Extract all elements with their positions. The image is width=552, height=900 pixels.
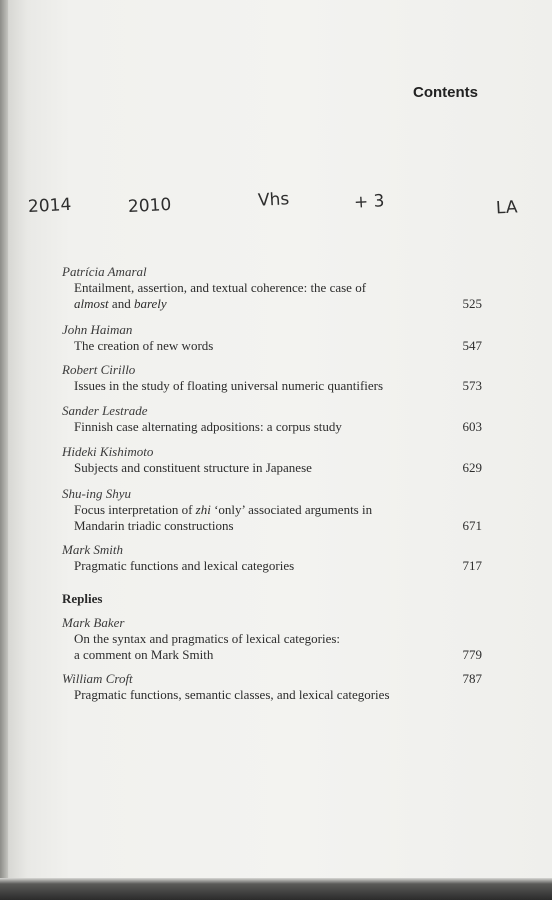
toc-entry[interactable]: [62, 403, 492, 435]
entry-author: Sander Lestrade: [62, 403, 148, 418]
entry-page-number: 779: [462, 647, 482, 662]
handwritten-note-5: LA: [495, 197, 519, 219]
toc-entry[interactable]: [62, 444, 492, 476]
entry-page-number: 525: [462, 296, 482, 311]
entry-title: Finnish case alternating adpositions: a corpus study: [74, 419, 342, 434]
toc-entry[interactable]: [62, 542, 492, 574]
entry-author: Shu-ing Shyu: [62, 486, 131, 501]
toc-entry[interactable]: [62, 322, 492, 354]
entry-title: Issues in the study of floating universal numeric quantifiers: [74, 378, 384, 393]
entry-title: Pragmatic functions and lexical categories: [74, 558, 295, 573]
entry-title: Subjects and constituent structure in Japanese: [74, 460, 312, 475]
entry-page-number: 717: [462, 558, 482, 573]
handwritten-note-3: Vhs: [257, 189, 290, 211]
entry-title: Focus interpretation of zhi ‘only’ associated arguments in Mandarin triadic constructions: [74, 502, 373, 533]
toc-entry[interactable]: [62, 671, 492, 703]
entry-title: The creation of new words: [74, 338, 214, 353]
entry-page-number: 671: [462, 518, 482, 533]
toc-entry[interactable]: [62, 264, 492, 312]
entry-page-number: 787: [462, 671, 482, 686]
entry-author: Hideki Kishimoto: [62, 444, 154, 459]
entry-page-number: 547: [462, 338, 482, 353]
page-bottom-edge: [0, 878, 552, 900]
entry-author: Patrícia Amaral: [62, 264, 147, 279]
handwritten-note-2: 2010: [127, 194, 172, 218]
entry-page-number: 603: [462, 419, 482, 434]
entry-page-number: 629: [462, 460, 482, 475]
page-title: Contents: [413, 84, 478, 101]
page-binding-shadow: [0, 0, 8, 900]
entry-title: On the syntax and pragmatics of lexical categories: a comment on Mark Smith: [74, 631, 341, 662]
toc-entry[interactable]: [62, 362, 492, 394]
entry-author: Robert Cirillo: [62, 362, 136, 377]
toc-entry[interactable]: [62, 486, 492, 534]
toc-entry[interactable]: [62, 615, 492, 663]
section-heading-replies: Replies: [62, 591, 103, 606]
entry-author: Mark Baker: [62, 615, 125, 630]
entry-title: Pragmatic functions, semantic classes, and lexical categories: [74, 687, 390, 702]
entry-page-number: 573: [462, 378, 482, 393]
handwritten-note-1: 2014: [27, 194, 72, 218]
entry-author: Mark Smith: [62, 542, 124, 557]
entry-author: John Haiman: [62, 322, 133, 337]
handwritten-note-4: + 3: [353, 191, 385, 213]
entry-title: Entailment, assertion, and textual coherence: the case of almost and barely: [74, 280, 367, 311]
entry-author: William Croft: [62, 671, 133, 686]
